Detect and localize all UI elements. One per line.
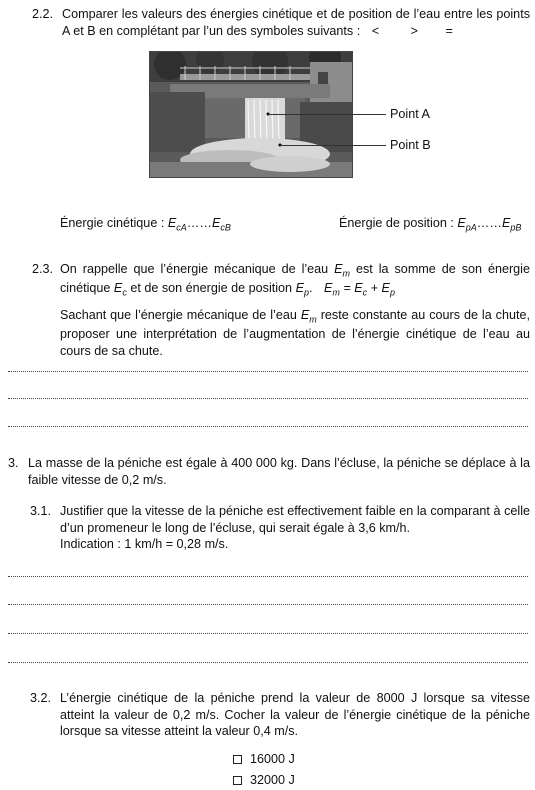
answer-line-2-3-3[interactable] bbox=[8, 426, 528, 427]
symbol-equals: = bbox=[445, 23, 453, 38]
label-point-b: Point B bbox=[390, 138, 431, 152]
question-number-2-3: 2.3. bbox=[32, 262, 54, 276]
label-point-a: Point A bbox=[390, 107, 430, 121]
p1-text-d: . bbox=[309, 281, 313, 296]
question-2-2-statement: Comparer les valeurs des énergies cinétique et de position de l’eau entre les points A et B en complétant par l’un des symboles suivants : bbox=[62, 7, 530, 38]
kinetic-energy-label: Énergie cinétique : bbox=[60, 216, 168, 230]
position-energy-a-subscript: pA bbox=[465, 222, 477, 233]
kinetic-energy-b-subscript: cB bbox=[220, 222, 231, 233]
question-3-text: La masse de la péniche est égale à 400 000 kg. Dans l’écluse, la péniche se déplace à la faible vitesse de 0,2 m/s. bbox=[28, 456, 530, 487]
option-32000-label: 32000 J bbox=[250, 773, 295, 787]
symbol-greater-than: > bbox=[410, 23, 418, 38]
leader-line-point-a bbox=[268, 114, 386, 115]
position-energy-b-subscript: pB bbox=[510, 222, 522, 233]
question-2-3-paragraph-1 bbox=[60, 261, 530, 300]
answer-line-3-1-2[interactable] bbox=[8, 604, 528, 605]
question-2-2-text bbox=[62, 6, 530, 39]
ec-symbol: E bbox=[113, 281, 123, 296]
checkbox-32000[interactable] bbox=[233, 776, 242, 785]
question-3-2-text: L’énergie cinétique de la péniche prend la valeur de 8000 J lorsque sa vitesse atteint la valeur de 0,2 m/s. Cocher la valeur de l’énergie cinétique de la péniche lorsque sa vitesse atteint la valeur 0,4 m/s. bbox=[60, 691, 530, 739]
question-2-3-paragraph-2 bbox=[60, 307, 530, 360]
option-16000[interactable] bbox=[233, 751, 295, 768]
answer-line-2-3-1[interactable] bbox=[8, 371, 528, 372]
formula-sub-p: p bbox=[389, 287, 395, 298]
em-symbol: E bbox=[334, 262, 343, 276]
question-number-3: 3. bbox=[8, 456, 19, 470]
p1-text-b: est la somme de son énergie cinétique bbox=[60, 262, 530, 296]
symbol-less-than: < bbox=[371, 23, 380, 38]
ec-subscript: c bbox=[122, 287, 127, 298]
question-3-1-text: Justifier que la vitesse de la péniche est effectivement faible en la comparant à celle d’un promeneur le long de l’écluse, qui serait égale à 3,6 km/h. bbox=[60, 504, 530, 535]
kinetic-energy-a-symbol: E bbox=[167, 216, 177, 230]
ep-symbol: E bbox=[295, 281, 304, 296]
answer-line-3-1-1[interactable] bbox=[8, 576, 528, 577]
position-energy-a-symbol: E bbox=[457, 216, 466, 230]
p2-em-subscript: m bbox=[309, 314, 317, 325]
em-subscript: m bbox=[342, 268, 351, 279]
answer-line-2-3-2[interactable] bbox=[8, 398, 528, 399]
p2-text-a: Sachant que l’énergie mécanique de l’eau bbox=[60, 308, 301, 322]
kinetic-energy-a-subscript: cA bbox=[176, 222, 187, 233]
answer-line-3-1-4[interactable] bbox=[8, 662, 528, 663]
formula-sub-c: c bbox=[362, 287, 368, 298]
question-3-1-hint: Indication : 1 km/h = 0,28 m/s. bbox=[60, 537, 229, 551]
formula-ep: + E bbox=[367, 281, 390, 296]
checkbox-16000[interactable] bbox=[233, 755, 242, 764]
p1-text-a: On rappelle que l’énergie mécanique de l’eau bbox=[60, 262, 335, 276]
question-number-3-1: 3.1. bbox=[30, 504, 52, 518]
formula-sub-m: m bbox=[332, 287, 340, 298]
kinetic-energy-comparison bbox=[60, 215, 231, 234]
p2-text-b: reste constante au cours de la chute, proposer une interprétation de l’augmentation de l’énergie cinétique de l’eau au cours de sa chute. bbox=[60, 308, 530, 358]
position-energy-label: Énergie de position : bbox=[339, 216, 458, 230]
position-energy-b-symbol: E bbox=[501, 216, 511, 230]
leader-line-point-b bbox=[280, 145, 386, 146]
formula-em: E bbox=[324, 281, 333, 296]
option-32000[interactable] bbox=[233, 772, 295, 789]
p2-em-symbol: E bbox=[300, 308, 310, 322]
ep-subscript: p bbox=[303, 287, 309, 298]
formula-ec: = E bbox=[339, 281, 363, 296]
answer-line-3-1-3[interactable] bbox=[8, 633, 528, 634]
question-number-2-2: 2.2. bbox=[32, 7, 54, 21]
question-number-3-2: 3.2. bbox=[30, 691, 52, 705]
option-16000-label: 16000 J bbox=[250, 752, 295, 766]
p1-text-c: et de son énergie de position bbox=[126, 281, 296, 296]
mechanical-energy-formula bbox=[324, 281, 395, 298]
position-energy-comparison bbox=[339, 215, 521, 234]
kinetic-energy-b-symbol: E bbox=[211, 216, 221, 230]
position-energy-blank[interactable]: …… bbox=[476, 216, 502, 230]
kinetic-energy-blank[interactable]: …… bbox=[186, 216, 212, 230]
